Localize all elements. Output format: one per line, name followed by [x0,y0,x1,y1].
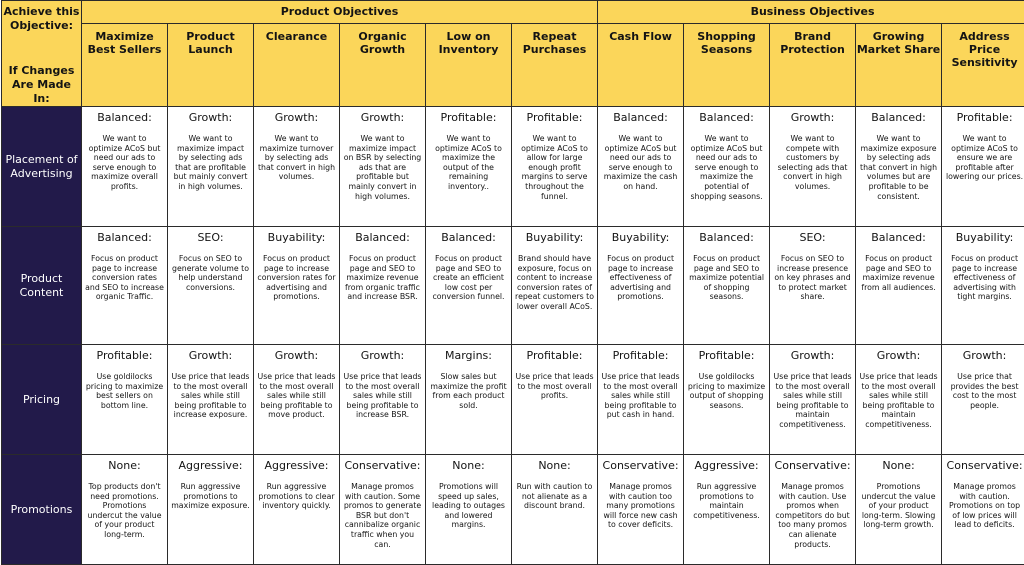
strategy-label: None: [856,459,941,472]
strategy-cell [340,455,426,565]
strategy-cell [82,107,168,227]
objective-header: Maximize Best Sellers [82,24,168,107]
strategy-description: Manage promos with caution. Promotions on top of low prices will lead to deficits. [945,482,1024,530]
strategy-label: Conservative: [770,459,855,472]
strategy-cell [770,345,856,455]
strategy-cell [856,345,942,455]
strategy-description: Use price that leads to the most overall sales while still being profitable to increase exposure. [171,372,250,420]
strategy-description: Focus on product page and SEO to maximize revenue from all audiences. [859,254,938,292]
strategy-cell [856,227,942,345]
strategy-description: We want to optimize ACoS but need our ads to serve enough to maximize the potential of shopping seasons. [687,134,766,201]
strategy-label: Buyability: [598,231,683,244]
strategy-description: Focus on product page to increase effectiveness of advertising with tight margins. [945,254,1024,302]
objective-header: Shopping Seasons [684,24,770,107]
strategy-label: Balanced: [598,111,683,124]
strategy-cell [942,227,1024,345]
matrix-row [2,227,1024,345]
strategy-description: We want to optimize ACoS but need our ads to serve enough to maximize the cash on hand. [601,134,680,192]
matrix-row [2,107,1024,227]
strategy-cell [426,345,512,455]
strategy-description: Focus on SEO to generate volume to help understand conversions. [171,254,250,292]
strategy-description: Promotions undercut the value of your product long-term. Slowing long-term growth. [859,482,938,530]
strategy-cell [598,227,684,345]
row-header: Product Content [2,227,82,345]
strategy-description: Use goldilocks pricing to maximize best sellers on bottom line. [85,372,164,410]
strategy-description: We want to optimize ACoS to ensure we are profitable after lowering our prices. [945,134,1024,182]
strategy-cell [82,455,168,565]
strategy-description: Manage promos with caution. Use promos when competitors do but too many promos can alienate products. [773,482,852,549]
strategy-description: Manage promos with caution too many promotions will force new cash to cover deficits. [601,482,680,530]
strategy-label: Growth: [254,349,339,362]
strategy-label: None: [82,459,167,472]
strategy-label: Balanced: [340,231,425,244]
strategy-cell [770,227,856,345]
strategy-description: Run aggressive promotions to maintain competitiveness. [687,482,766,520]
strategy-description: Focus on product page and SEO to maximize potential of shopping seasons. [687,254,766,302]
strategy-label: Profitable: [82,349,167,362]
strategy-label: Balanced: [82,111,167,124]
matrix-row [2,455,1024,565]
strategy-description: We want to compete with customers by selecting ads that convert in high volumes. [773,134,852,192]
strategy-cell [168,227,254,345]
corner-objective-label: Achieve this Objective: [2,1,81,33]
strategy-description: Promotions will speed up sales, leading to outages and lowered margins. [429,482,508,530]
strategy-cell [942,345,1024,455]
strategy-label: Margins: [426,349,511,362]
strategy-cell [254,107,340,227]
corner-changes-label: If Changes Are Made In: [2,33,81,106]
strategy-label: Growth: [168,111,253,124]
strategy-description: Use price that leads to the most overall sales while still being profitable to maintain competitiveness. [773,372,852,430]
strategy-label: Conservative: [340,459,425,472]
strategy-cell [426,227,512,345]
strategy-cell [426,455,512,565]
objective-header: Product Launch [168,24,254,107]
strategy-label: Balanced: [82,231,167,244]
strategy-description: Run with caution to not alienate as a discount brand. [515,482,594,511]
strategy-description: Slow sales but maximize the profit from each product sold. [429,372,508,410]
group-business-objectives: Business Objectives [598,1,1024,24]
strategy-description: Focus on product page to increase effectiveness of advertising and promotions. [601,254,680,302]
strategy-label: Growth: [770,111,855,124]
strategy-label: Growth: [770,349,855,362]
strategy-cell [684,107,770,227]
strategy-label: Conservative: [598,459,683,472]
strategy-label: Growth: [168,349,253,362]
strategy-description: Use price that leads to the most overall sales while still being profitable to move product. [257,372,336,420]
objectives-matrix [1,0,1024,565]
strategy-label: Buyability: [254,231,339,244]
strategy-cell [426,107,512,227]
strategy-cell [684,345,770,455]
strategy-cell [82,345,168,455]
strategy-cell [254,227,340,345]
strategy-cell [512,227,598,345]
strategy-description: Use price that leads to the most overall sales while still being profitable to increase BSR. [343,372,422,420]
strategy-description: Focus on SEO to increase presence on key phrases and to protect market share. [773,254,852,302]
row-header: Placement of Advertising [2,107,82,227]
strategy-label: Conservative: [942,459,1024,472]
row-header: Pricing [2,345,82,455]
objective-header: Growing Market Share [856,24,942,107]
strategy-label: Buyability: [942,231,1024,244]
strategy-cell [598,455,684,565]
objective-header: Brand Protection [770,24,856,107]
strategy-description: Focus on product page and SEO to create an efficient low cost per conversion funnel. [429,254,508,302]
objective-header: Organic Growth [340,24,426,107]
strategy-cell [770,107,856,227]
strategy-cell [340,107,426,227]
objective-header: Low on Inventory [426,24,512,107]
strategy-cell [856,107,942,227]
strategy-description: We want to optimize ACoS but need our ads to serve enough to maximize overall profits. [85,134,164,192]
strategy-description: Focus on product page to increase conversion rates and SEO to increase organic Traffic. [85,254,164,302]
strategy-cell [512,345,598,455]
strategy-description: We want to maximize impact on BSR by selecting ads that are profitable but mainly convert in high volumes. [343,134,422,201]
strategy-label: Balanced: [684,111,769,124]
strategy-label: Balanced: [856,111,941,124]
strategy-label: Aggressive: [684,459,769,472]
strategy-cell [254,345,340,455]
strategy-label: Profitable: [598,349,683,362]
strategy-description: We want to maximize impact by selecting ads that are profitable but mainly convert in high volumes. [171,134,250,192]
strategy-description: Run aggressive promotions to maximize exposure. [171,482,250,511]
group-product-objectives: Product Objectives [82,1,598,24]
strategy-cell [168,455,254,565]
strategy-label: Profitable: [426,111,511,124]
strategy-label: Balanced: [684,231,769,244]
strategy-description: We want to maximize exposure by selecting ads that convert in high volumes but are profitable to be consistent. [859,134,938,201]
strategy-description: Top products don't need promotions. Promotions undercut the value of your product long-term. [85,482,164,540]
row-header: Promotions [2,455,82,565]
strategy-label: Profitable: [684,349,769,362]
strategy-label: Balanced: [426,231,511,244]
strategy-cell [684,455,770,565]
strategy-cell [512,107,598,227]
objective-header: Cash Flow [598,24,684,107]
strategy-label: Profitable: [512,349,597,362]
strategy-cell [856,455,942,565]
strategy-label: Growth: [340,349,425,362]
strategy-label: Growth: [340,111,425,124]
strategy-label: SEO: [770,231,855,244]
matrix-row [2,345,1024,455]
strategy-description: Focus on product page and SEO to maximize revenue from organic traffic and increase BSR. [343,254,422,302]
strategy-label: None: [512,459,597,472]
strategy-label: Growth: [856,349,941,362]
strategy-label: Profitable: [512,111,597,124]
strategy-description: Use price that leads to the most overall sales while still being profitable to put cash in hand. [601,372,680,420]
strategy-cell [82,227,168,345]
strategy-description: Use price that provides the best cost to the most people. [945,372,1024,410]
objective-header: Clearance [254,24,340,107]
strategy-description: Focus on product page to increase conversion rates for advertising and promotions. [257,254,336,302]
strategy-cell [340,345,426,455]
strategy-cell [684,227,770,345]
strategy-label: Growth: [254,111,339,124]
strategy-label: None: [426,459,511,472]
objective-header-row [2,24,1024,107]
strategy-label: Profitable: [942,111,1024,124]
strategy-cell [254,455,340,565]
strategy-cell [942,455,1024,565]
strategy-cell [598,345,684,455]
strategy-label: Buyability: [512,231,597,244]
strategy-cell [168,345,254,455]
strategy-cell [770,455,856,565]
strategy-label: SEO: [168,231,253,244]
strategy-label: Aggressive: [254,459,339,472]
strategy-cell [942,107,1024,227]
strategy-description: We want to optimize ACoS to maximize the output of the remaining inventory.. [429,134,508,192]
strategy-description: Use price that leads to the most overall sales while still being profitable to maintain competitiveness. [859,372,938,430]
strategy-description: Run aggressive promotions to clear inventory quickly. [257,482,336,511]
strategy-description: Brand should have exposure, focus on content to increase conversion rates of repeat customers to lower overall ACoS. [515,254,594,312]
strategy-description: We want to maximize turnover by selecting ads that convert in high volumes. [257,134,336,182]
strategy-description: Use goldilocks pricing to maximize output of shopping seasons. [687,372,766,410]
strategy-cell [168,107,254,227]
corner-header [2,1,82,107]
strategy-description: Manage promos with caution. Some promos to generate BSR but don't cannibalize organic traffic when you can. [343,482,422,549]
strategy-description: Use price that leads to the most overall profits. [515,372,594,401]
strategy-cell [598,107,684,227]
strategy-cell [512,455,598,565]
strategy-label: Balanced: [856,231,941,244]
strategy-description: We want to optimize ACoS to allow for large enough profit margins to serve throughout the funnel. [515,134,594,201]
objective-header: Address Price Sensitivity [942,24,1024,107]
objective-header: Repeat Purchases [512,24,598,107]
strategy-label: Aggressive: [168,459,253,472]
strategy-cell [340,227,426,345]
strategy-label: Growth: [942,349,1024,362]
